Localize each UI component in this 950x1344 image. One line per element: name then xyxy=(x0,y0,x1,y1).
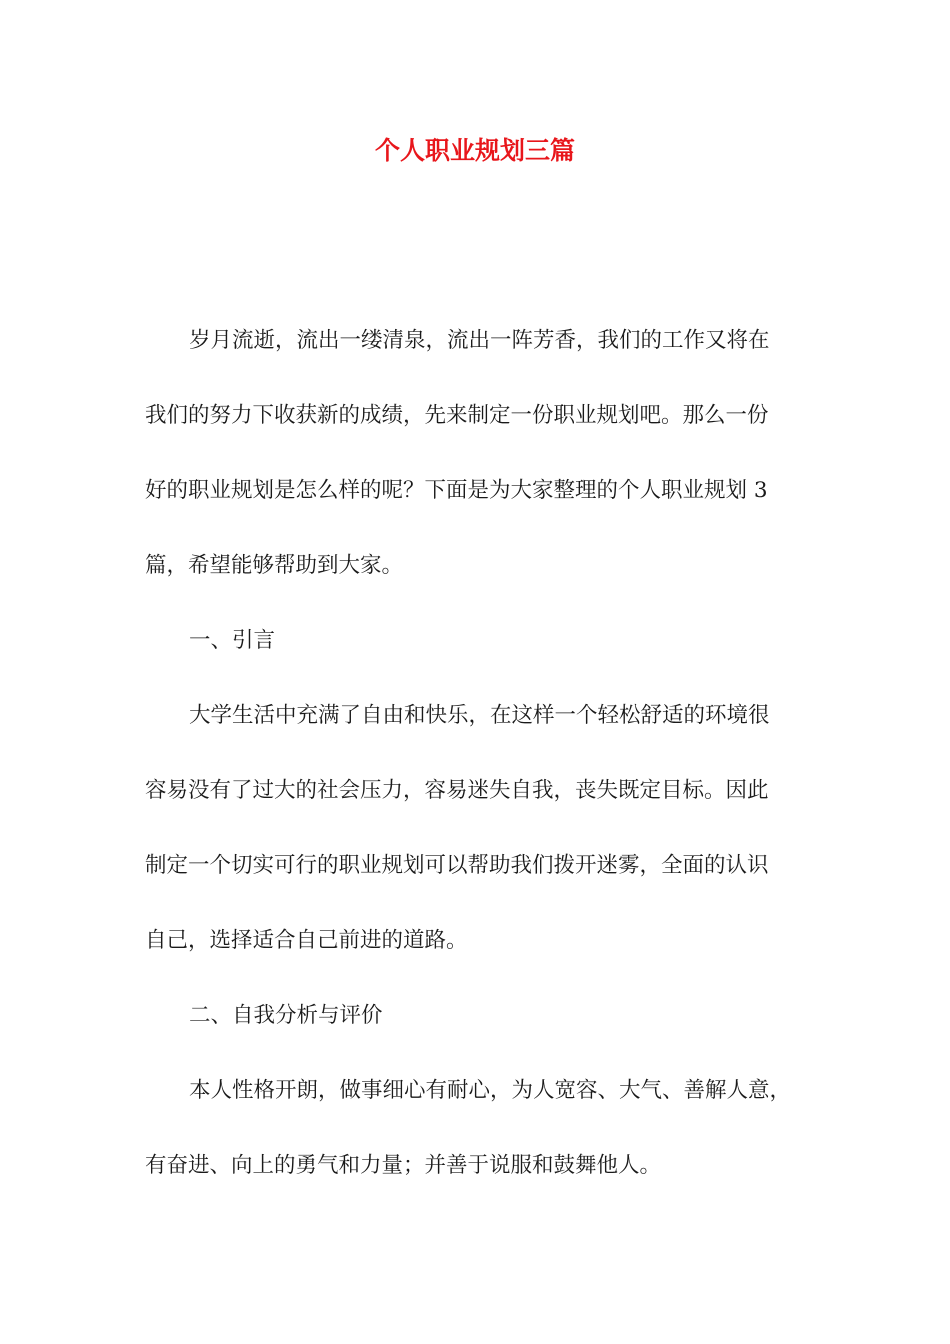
text-line: 自己，选择适合自己前进的道路。 xyxy=(145,928,468,953)
paragraph-intro xyxy=(145,303,830,603)
document-body xyxy=(145,303,830,1203)
section-heading-introduction xyxy=(145,603,830,678)
paragraph-college-life xyxy=(145,678,830,978)
text-line: 容易没有了过大的社会压力，容易迷失自我，丧失既定目标。因此 xyxy=(145,778,769,803)
text-line: 岁月流逝，流出一缕清泉，流出一阵芳香，我们的工作又将在 xyxy=(189,328,770,353)
text-line: 大学生活中充满了自由和快乐，在这样一个轻松舒适的环境很 xyxy=(189,703,770,728)
text-line: 篇，希望能够帮助到大家。 xyxy=(145,553,404,578)
text-line: 好的职业规划是怎么样的呢？下面是为大家整理的个人职业规划 3 xyxy=(145,478,768,503)
text-line: 我们的努力下收获新的成绩，先来制定一份职业规划吧。那么一份 xyxy=(145,403,769,428)
text-line: 二、自我分析与评价 xyxy=(189,1003,383,1028)
text-line: 一、引言 xyxy=(189,628,276,653)
document-title: 个人职业规划三篇 xyxy=(374,136,575,165)
paragraph-personality xyxy=(145,1053,830,1203)
text-line: 有奋进、向上的勇气和力量；并善于说服和鼓舞他人。 xyxy=(145,1153,662,1178)
text-line: 制定一个切实可行的职业规划可以帮助我们拨开迷雾，全面的认识 xyxy=(145,853,769,878)
text-line: 本人性格开朗，做事细心有耐心，为人宽容、大气、善解人意， xyxy=(189,1078,792,1103)
section-heading-self-analysis xyxy=(145,978,830,1053)
